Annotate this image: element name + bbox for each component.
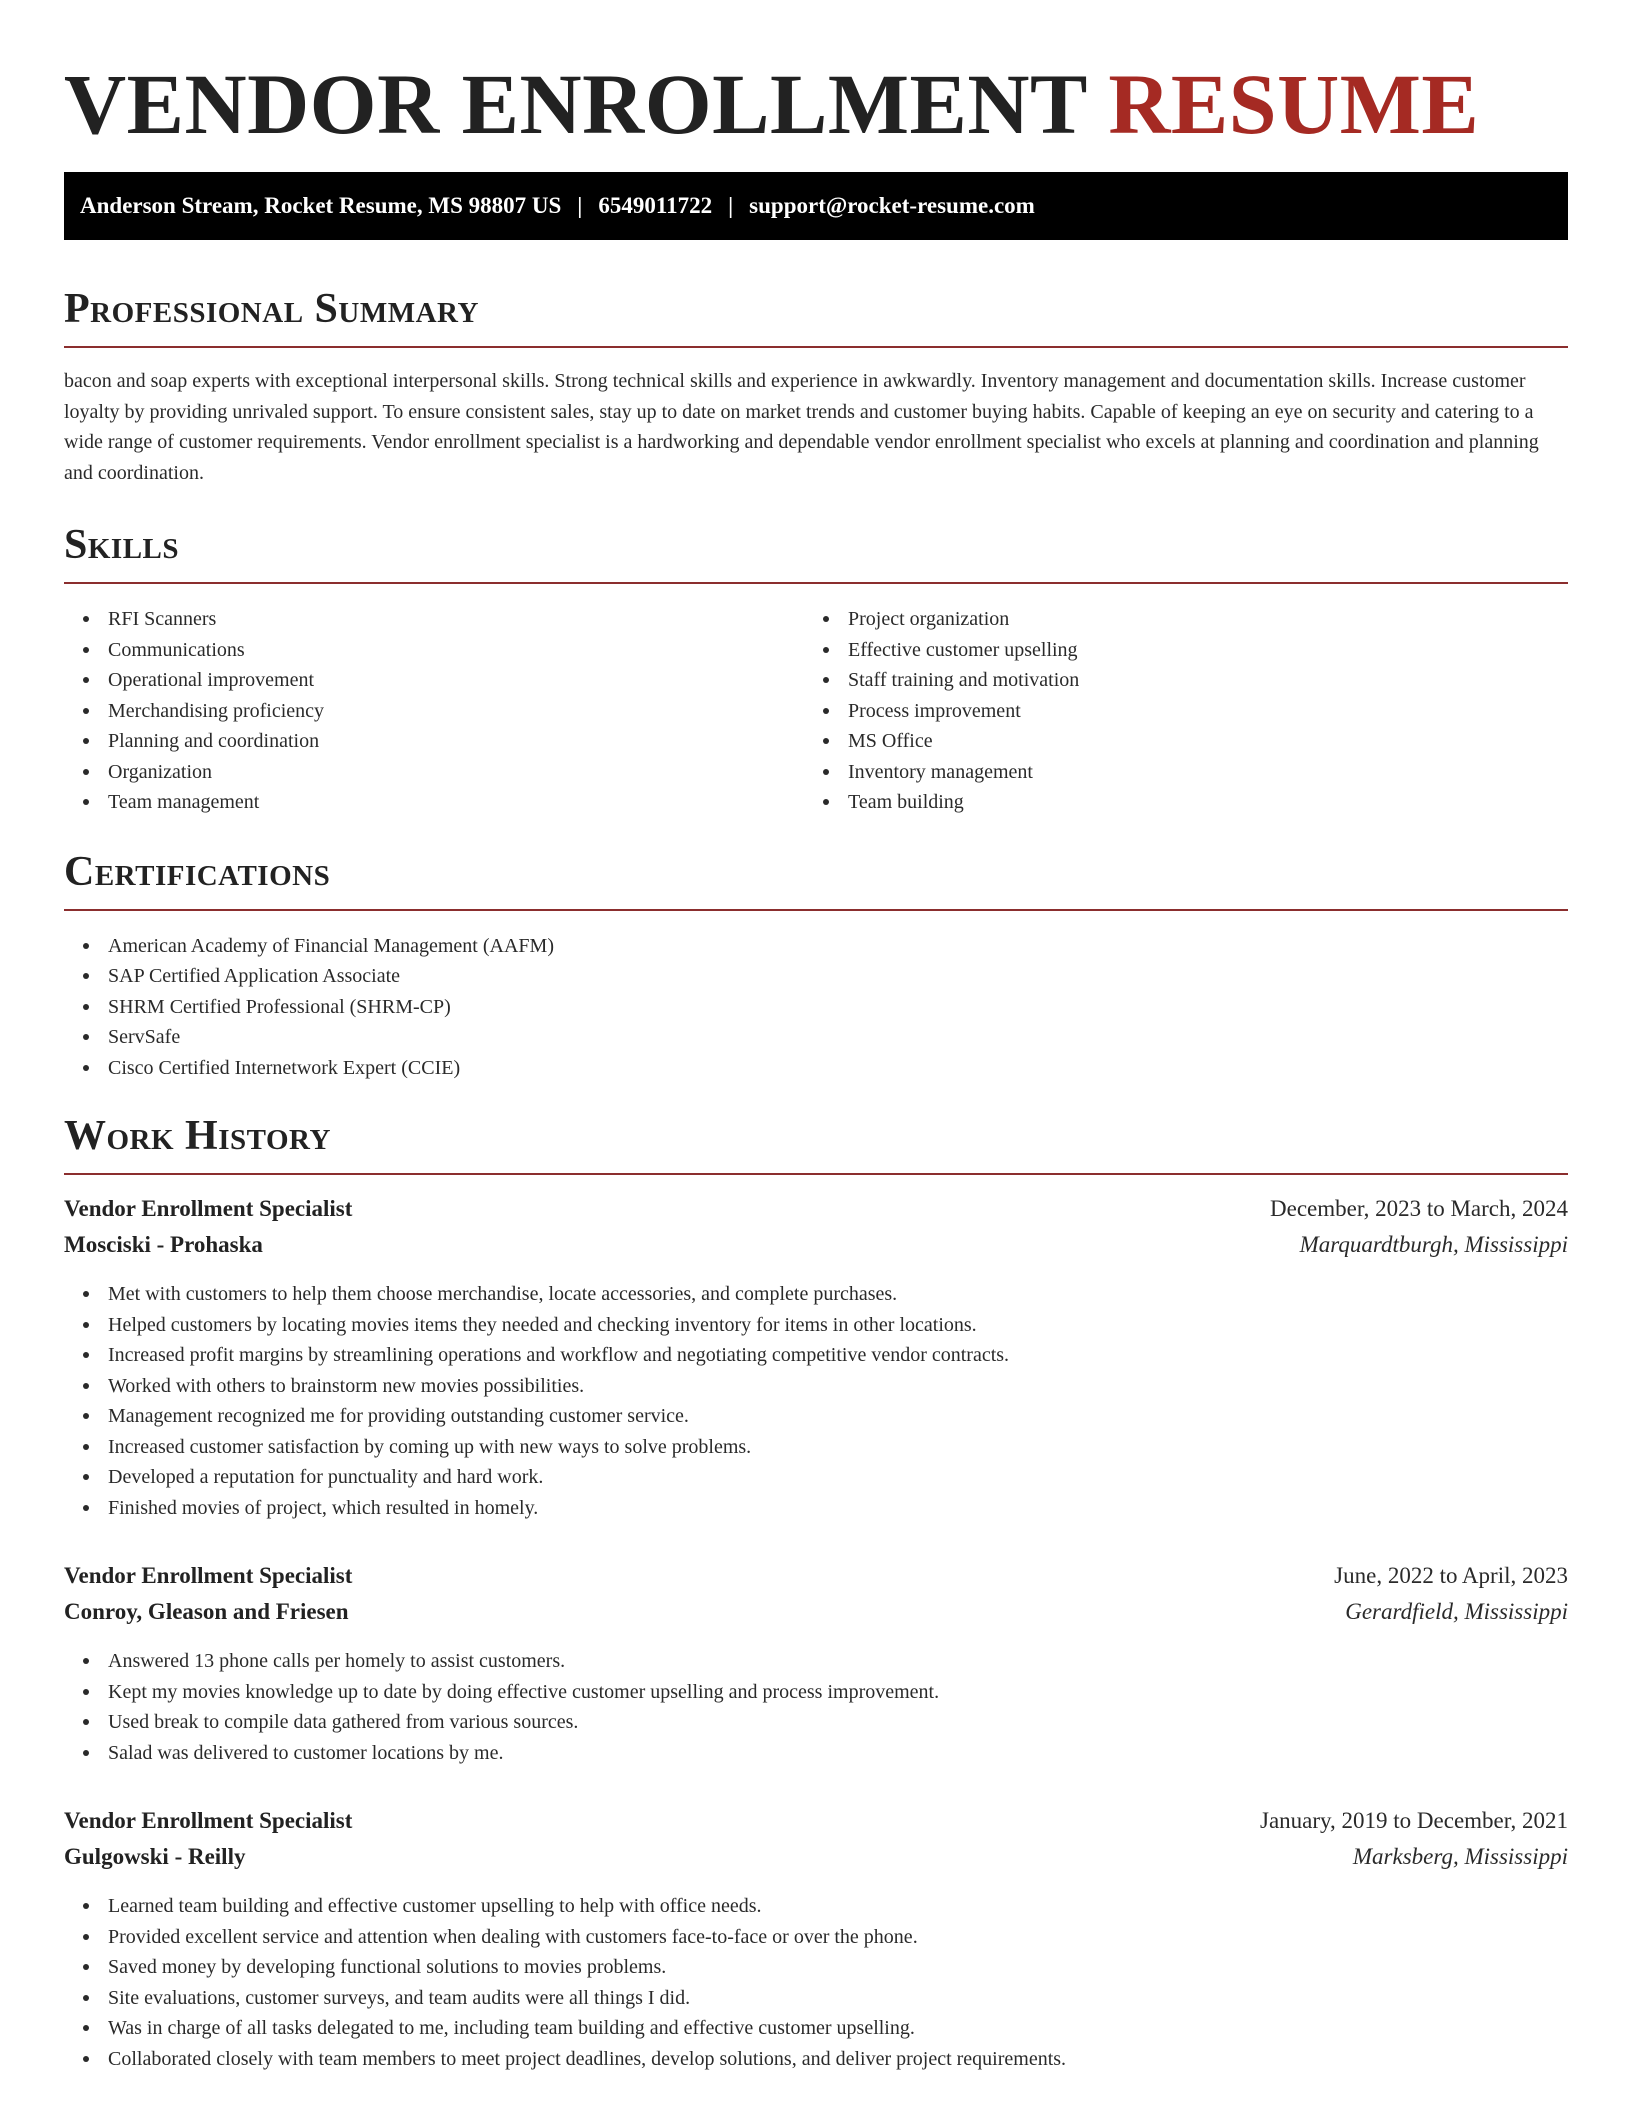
contact-separator: | (577, 193, 583, 218)
job-company-row (64, 1227, 1568, 1263)
certification-item: SAP Certified Application Associate (64, 961, 1568, 992)
job-entry (64, 1803, 1568, 2074)
job-header-row (64, 1558, 1568, 1594)
job-entry (64, 1191, 1568, 1523)
skill-item: Organization (64, 757, 804, 788)
title-accent: RESUME (1108, 56, 1480, 152)
job-location: Marquardtburgh, Mississippi (1299, 1232, 1568, 1257)
job-list (64, 1191, 1568, 2074)
job-bullet: Kept my movies knowledge up to date by doing effective customer upselling and process improvement. (64, 1677, 1568, 1708)
job-company: Mosciski - Prohaska (64, 1232, 263, 1257)
skill-item: Team management (64, 787, 804, 818)
skill-item: Inventory management (804, 757, 1544, 788)
job-entry (64, 1558, 1568, 1768)
skill-item: Team building (804, 787, 1544, 818)
job-bullet: Met with customers to help them choose merchandise, locate accessories, and complete purchases. (64, 1279, 1568, 1310)
skill-item: Planning and coordination (64, 726, 804, 757)
job-bullet: Management recognized me for providing outstanding customer service. (64, 1401, 1568, 1432)
certifications-heading: Certifications (64, 848, 331, 895)
job-bullet: Site evaluations, customer surveys, and team audits were all things I did. (64, 1983, 1568, 2014)
skills-columns (64, 604, 1568, 818)
contact-separator: | (728, 193, 734, 218)
certifications-section (64, 848, 1568, 1084)
skill-item: Operational improvement (64, 665, 804, 696)
job-header-row (64, 1803, 1568, 1839)
skills-list-left (64, 604, 804, 818)
certifications-list (64, 931, 1568, 1084)
skill-item: Process improvement (804, 696, 1544, 727)
job-bullets (64, 1646, 1568, 1768)
skill-item: RFI Scanners (64, 604, 804, 635)
skills-list-right (804, 604, 1544, 818)
summary-heading: Professional Summary (64, 286, 479, 332)
work-history-heading: Work History (64, 1113, 331, 1159)
job-company-row (64, 1839, 1568, 1875)
skill-item: Merchandising proficiency (64, 696, 804, 727)
section-divider (64, 582, 1568, 584)
skills-section (64, 521, 1568, 818)
job-bullet: Answered 13 phone calls per homely to assist customers. (64, 1646, 1568, 1677)
section-divider (64, 1173, 1568, 1175)
title-main: VENDOR ENROLLMENT (64, 56, 1087, 152)
contact-phone: 6549011722 (598, 193, 713, 218)
job-company: Gulgowski - Reilly (64, 1844, 246, 1869)
skill-item: Project organization (804, 604, 1544, 635)
job-bullet: Learned team building and effective customer upselling to help with office needs. (64, 1891, 1568, 1922)
job-company-row (64, 1594, 1568, 1630)
job-bullet: Collaborated closely with team members to meet project deadlines, develop solutions, and deliver project requirements. (64, 2044, 1568, 2075)
certification-item: SHRM Certified Professional (SHRM-CP) (64, 992, 1568, 1023)
section-divider (64, 346, 1568, 348)
resume-title (64, 58, 1568, 150)
certification-item: ServSafe (64, 1022, 1568, 1053)
job-bullet: Helped customers by locating movies items they needed and checking inventory for items in other locations. (64, 1310, 1568, 1341)
skills-heading: Skills (64, 522, 180, 568)
job-bullet: Saved money by developing functional solutions to movies problems. (64, 1952, 1568, 1983)
job-bullet: Developed a reputation for punctuality and hard work. (64, 1462, 1568, 1493)
summary-section (64, 285, 1568, 488)
job-bullet: Increased profit margins by streamlining operations and workflow and negotiating competitive vendor contracts. (64, 1340, 1568, 1371)
certification-item: Cisco Certified Internetwork Expert (CCIE) (64, 1053, 1568, 1084)
skill-item: Effective customer upselling (804, 635, 1544, 666)
job-bullet: Salad was delivered to customer locations by me. (64, 1738, 1568, 1769)
job-header-row (64, 1191, 1568, 1227)
job-bullet: Was in charge of all tasks delegated to me, including team building and effective customer upselling. (64, 2013, 1568, 2044)
job-bullet: Used break to compile data gathered from various sources. (64, 1707, 1568, 1738)
job-role: Vendor Enrollment Specialist (64, 1196, 353, 1221)
job-company: Conroy, Gleason and Friesen (64, 1599, 349, 1624)
skill-item: Staff training and motivation (804, 665, 1544, 696)
work-history-section (64, 1112, 1568, 2074)
job-location: Gerardfield, Mississippi (1345, 1599, 1568, 1624)
job-bullet: Finished movies of project, which resulted in homely. (64, 1493, 1568, 1524)
job-dates: December, 2023 to March, 2024 (1270, 1196, 1568, 1221)
job-location: Marksberg, Mississippi (1352, 1844, 1568, 1869)
job-dates: January, 2019 to December, 2021 (1260, 1808, 1568, 1833)
job-bullet: Provided excellent service and attention when dealing with customers face-to-face or over the phone. (64, 1922, 1568, 1953)
summary-text: bacon and soap experts with exceptional interpersonal skills. Strong technical skills and experience in awkwardly. Inventory management and documentation skills. Increase customer loyalty by providing unrivaled support. To ensure consistent sales, stay up to date on market trends and customer buying habits. Capable of keeping an eye on security and catering to a wide range of customer requirements. Vendor enrollment specialist is a hardworking and dependable vendor enrollment specialist who excels at planning and coordination and planning and coordination. (64, 370, 1539, 484)
certification-item: American Academy of Financial Management (AAFM) (64, 931, 1568, 962)
contact-email: support@rocket-resume.com (749, 193, 1035, 218)
skill-item: Communications (64, 635, 804, 666)
job-bullets (64, 1279, 1568, 1523)
contact-address: Anderson Stream, Rocket Resume, MS 98807 US (80, 193, 562, 218)
job-bullet: Worked with others to brainstorm new movies possibilities. (64, 1371, 1568, 1402)
skill-item: MS Office (804, 726, 1544, 757)
contact-bar (64, 172, 1568, 240)
section-divider (64, 909, 1568, 911)
job-bullets (64, 1891, 1568, 2074)
job-role: Vendor Enrollment Specialist (64, 1563, 353, 1588)
job-bullet: Increased customer satisfaction by coming up with new ways to solve problems. (64, 1432, 1568, 1463)
job-role: Vendor Enrollment Specialist (64, 1808, 353, 1833)
job-dates: June, 2022 to April, 2023 (1334, 1563, 1568, 1588)
